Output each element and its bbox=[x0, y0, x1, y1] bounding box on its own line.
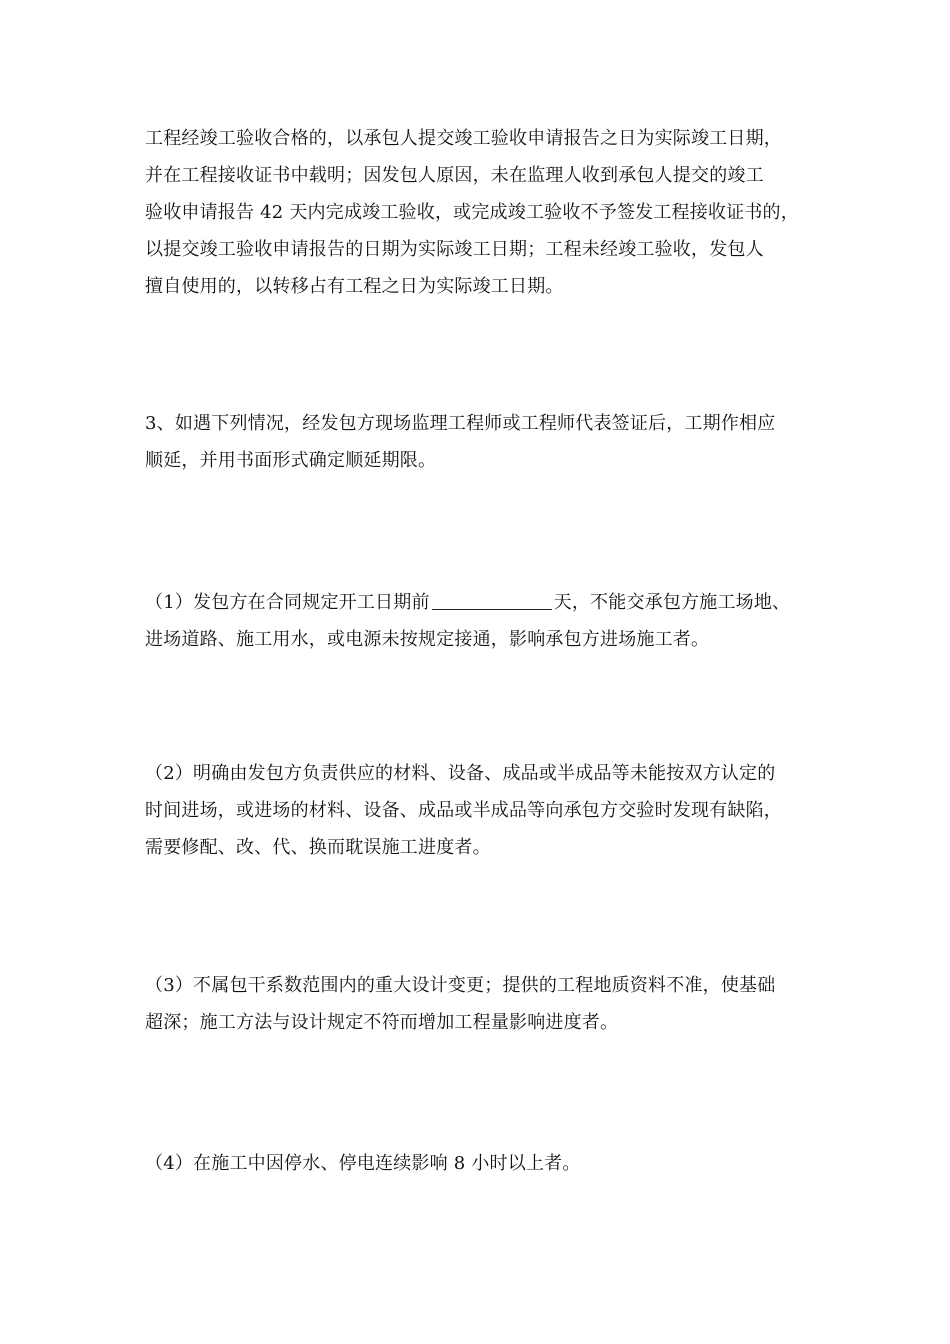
paragraph-item-2 bbox=[145, 755, 825, 866]
text-line: 进场道路、施工用水，或电源未按规定接通，影响承包方进场施工者。 bbox=[145, 629, 710, 650]
text-line: 时间进场，或进场的材料、设备、成品或半成品等向承包方交验时发现有缺陷， bbox=[145, 800, 782, 821]
text-line: 需要修配、改、代、换而耽误施工进度者。 bbox=[145, 837, 491, 858]
text-line: （4）在施工中因停水、停电连续影响 8 小时以上者。 bbox=[145, 1153, 581, 1174]
text-line: 验收申请报告 42 天内完成竣工验收，或完成竣工验收不予签发工程接收证书的， bbox=[145, 202, 799, 223]
paragraph-item-1 bbox=[145, 584, 825, 658]
item-1-text-after-blank: 天，不能交承包方施工场地、 bbox=[553, 592, 791, 613]
text-line: 工程经竣工验收合格的，以承包人提交竣工验收申请报告之日为实际竣工日期， bbox=[145, 128, 782, 149]
paragraph-item-4 bbox=[145, 1145, 825, 1182]
text-line: 3、如遇下列情况，经发包方现场监理工程师或工程师代表签证后，工期作相应 bbox=[145, 413, 776, 434]
text-line: （2）明确由发包方负责供应的材料、设备、成品或半成品等未能按双方认定的 bbox=[145, 763, 776, 784]
paragraph-completion-date bbox=[145, 120, 825, 305]
paragraph-extension-conditions bbox=[145, 405, 825, 479]
fill-in-blank bbox=[432, 591, 552, 610]
item-1-text-before-blank: （1）发包方在合同规定开工日期前 bbox=[145, 592, 430, 613]
text-line: 顺延，并用书面形式确定顺延期限。 bbox=[145, 450, 437, 471]
text-line: 超深；施工方法与设计规定不符而增加工程量影响进度者。 bbox=[145, 1012, 619, 1033]
text-line: （3）不属包干系数范围内的重大设计变更；提供的工程地质资料不准，使基础 bbox=[145, 975, 776, 996]
paragraph-item-3 bbox=[145, 967, 825, 1041]
text-line: 并在工程接收证书中载明；因发包人原因，未在监理人收到承包人提交的竣工 bbox=[145, 165, 764, 186]
text-line: 擅自使用的，以转移占有工程之日为实际竣工日期。 bbox=[145, 276, 564, 297]
text-line: 以提交竣工验收申请报告的日期为实际竣工日期；工程未经竣工验收，发包人 bbox=[145, 239, 764, 260]
text-line bbox=[145, 584, 825, 621]
